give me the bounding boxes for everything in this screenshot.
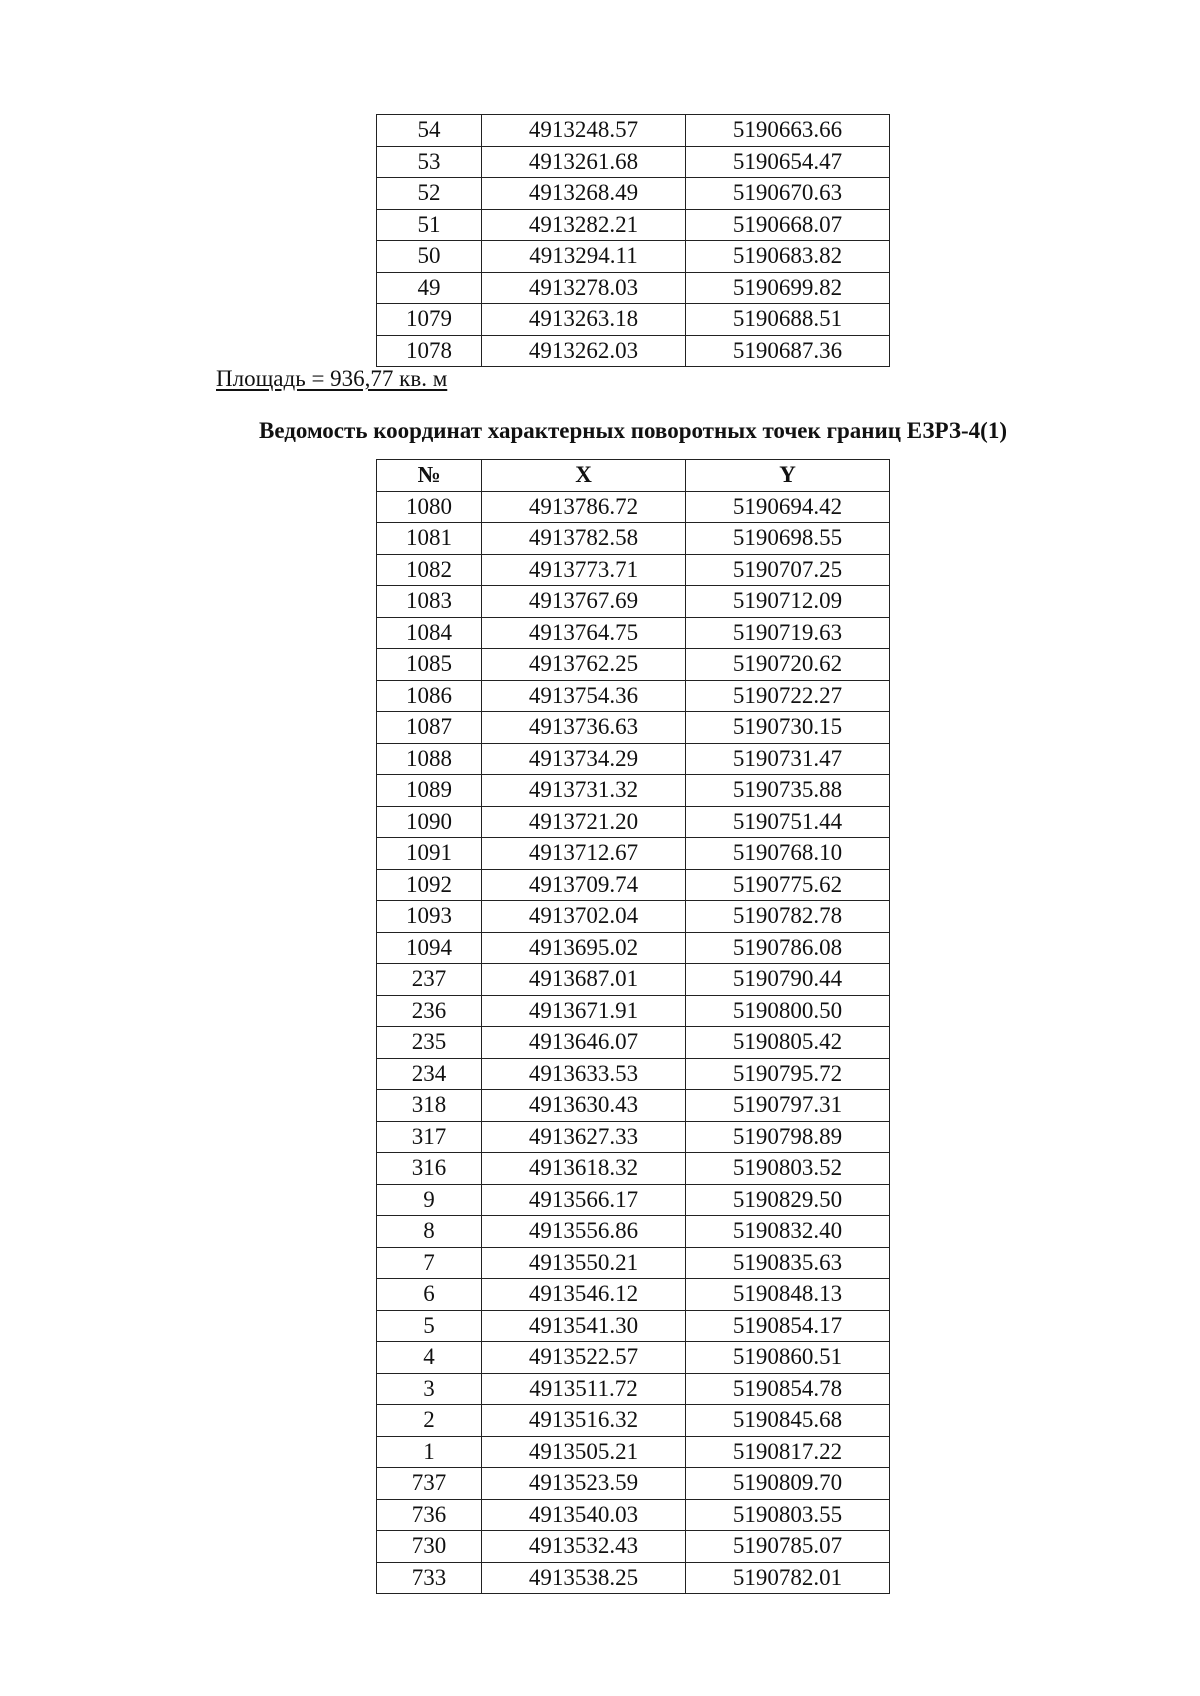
x-coordinate-cell: 4913522.57 <box>482 1342 686 1374</box>
y-coordinate-cell: 5190719.63 <box>686 617 890 649</box>
point-number-cell: 737 <box>377 1468 482 1500</box>
point-number-cell: 1088 <box>377 743 482 775</box>
table-row <box>377 743 890 775</box>
header-y: Y <box>686 460 890 492</box>
y-coordinate-cell: 5190835.63 <box>686 1247 890 1279</box>
table-row <box>377 1468 890 1500</box>
point-number-cell: 3 <box>377 1373 482 1405</box>
point-number-cell: 7 <box>377 1247 482 1279</box>
point-number-cell: 317 <box>377 1121 482 1153</box>
x-coordinate-cell: 4913630.43 <box>482 1090 686 1122</box>
y-coordinate-cell: 5190751.44 <box>686 806 890 838</box>
y-coordinate-cell: 5190803.52 <box>686 1153 890 1185</box>
table-row <box>377 1279 890 1311</box>
x-coordinate-cell: 4913282.21 <box>482 209 686 241</box>
x-coordinate-cell: 4913268.49 <box>482 178 686 210</box>
table-row <box>377 241 890 273</box>
y-coordinate-cell: 5190735.88 <box>686 775 890 807</box>
area-value: Площадь = 936,77 кв. м <box>216 366 448 391</box>
point-number-cell: 1081 <box>377 523 482 555</box>
y-coordinate-cell: 5190800.50 <box>686 995 890 1027</box>
x-coordinate-cell: 4913546.12 <box>482 1279 686 1311</box>
table-row <box>377 115 890 147</box>
point-number-cell: 1086 <box>377 680 482 712</box>
header-x: X <box>482 460 686 492</box>
x-coordinate-cell: 4913505.21 <box>482 1436 686 1468</box>
x-coordinate-cell: 4913687.01 <box>482 964 686 996</box>
table-body <box>377 491 890 1594</box>
y-coordinate-cell: 5190785.07 <box>686 1531 890 1563</box>
x-coordinate-cell: 4913764.75 <box>482 617 686 649</box>
y-coordinate-cell: 5190848.13 <box>686 1279 890 1311</box>
x-coordinate-cell: 4913754.36 <box>482 680 686 712</box>
y-coordinate-cell: 5190805.42 <box>686 1027 890 1059</box>
x-coordinate-cell: 4913566.17 <box>482 1184 686 1216</box>
y-coordinate-cell: 5190860.51 <box>686 1342 890 1374</box>
y-coordinate-cell: 5190782.01 <box>686 1562 890 1594</box>
table-row <box>377 304 890 336</box>
x-coordinate-cell: 4913294.11 <box>482 241 686 273</box>
x-coordinate-cell: 4913773.71 <box>482 554 686 586</box>
point-number-cell: 2 <box>377 1405 482 1437</box>
point-number-cell: 9 <box>377 1184 482 1216</box>
y-coordinate-cell: 5190730.15 <box>686 712 890 744</box>
y-coordinate-cell: 5190683.82 <box>686 241 890 273</box>
point-number-cell: 236 <box>377 995 482 1027</box>
table-row <box>377 838 890 870</box>
x-coordinate-cell: 4913538.25 <box>482 1562 686 1594</box>
y-coordinate-cell: 5190786.08 <box>686 932 890 964</box>
x-coordinate-cell: 4913786.72 <box>482 491 686 523</box>
y-coordinate-cell: 5190854.78 <box>686 1373 890 1405</box>
x-coordinate-cell: 4913695.02 <box>482 932 686 964</box>
coordinates-table <box>376 459 890 1594</box>
y-coordinate-cell: 5190668.07 <box>686 209 890 241</box>
point-number-cell: 234 <box>377 1058 482 1090</box>
table-row <box>377 1247 890 1279</box>
table-row <box>377 712 890 744</box>
table-row <box>377 806 890 838</box>
x-coordinate-cell: 4913263.18 <box>482 304 686 336</box>
y-coordinate-cell: 5190720.62 <box>686 649 890 681</box>
table-row <box>377 586 890 618</box>
point-number-cell: 1090 <box>377 806 482 838</box>
table-row <box>377 1342 890 1374</box>
x-coordinate-cell: 4913782.58 <box>482 523 686 555</box>
point-number-cell: 54 <box>377 115 482 147</box>
y-coordinate-cell: 5190829.50 <box>686 1184 890 1216</box>
x-coordinate-cell: 4913712.67 <box>482 838 686 870</box>
table-row <box>377 1436 890 1468</box>
y-coordinate-cell: 5190817.22 <box>686 1436 890 1468</box>
x-coordinate-cell: 4913721.20 <box>482 806 686 838</box>
point-number-cell: 5 <box>377 1310 482 1342</box>
point-number-cell: 1078 <box>377 335 482 367</box>
y-coordinate-cell: 5190687.36 <box>686 335 890 367</box>
y-coordinate-cell: 5190688.51 <box>686 304 890 336</box>
table-row <box>377 1373 890 1405</box>
table-row <box>377 1531 890 1563</box>
x-coordinate-cell: 4913523.59 <box>482 1468 686 1500</box>
x-coordinate-cell: 4913556.86 <box>482 1216 686 1248</box>
point-number-cell: 6 <box>377 1279 482 1311</box>
x-coordinate-cell: 4913541.30 <box>482 1310 686 1342</box>
x-coordinate-cell: 4913516.32 <box>482 1405 686 1437</box>
y-coordinate-cell: 5190797.31 <box>686 1090 890 1122</box>
table-row <box>377 209 890 241</box>
coordinates-table-continued <box>376 114 890 367</box>
y-coordinate-cell: 5190832.40 <box>686 1216 890 1248</box>
table-row <box>377 335 890 367</box>
x-coordinate-cell: 4913731.32 <box>482 775 686 807</box>
table-row <box>377 1153 890 1185</box>
x-coordinate-cell: 4913734.29 <box>482 743 686 775</box>
table-row <box>377 1310 890 1342</box>
table-row <box>377 178 890 210</box>
x-coordinate-cell: 4913278.03 <box>482 272 686 304</box>
table-row <box>377 617 890 649</box>
table-row <box>377 1121 890 1153</box>
y-coordinate-cell: 5190790.44 <box>686 964 890 996</box>
point-number-cell: 316 <box>377 1153 482 1185</box>
x-coordinate-cell: 4913671.91 <box>482 995 686 1027</box>
point-number-cell: 1 <box>377 1436 482 1468</box>
y-coordinate-cell: 5190707.25 <box>686 554 890 586</box>
point-number-cell: 1085 <box>377 649 482 681</box>
x-coordinate-cell: 4913762.25 <box>482 649 686 681</box>
table-row <box>377 869 890 901</box>
table-row <box>377 995 890 1027</box>
y-coordinate-cell: 5190782.78 <box>686 901 890 933</box>
y-coordinate-cell: 5190845.68 <box>686 1405 890 1437</box>
table-row <box>377 649 890 681</box>
point-number-cell: 736 <box>377 1499 482 1531</box>
table-row <box>377 1090 890 1122</box>
y-coordinate-cell: 5190670.63 <box>686 178 890 210</box>
x-coordinate-cell: 4913633.53 <box>482 1058 686 1090</box>
y-coordinate-cell: 5190722.27 <box>686 680 890 712</box>
table-row <box>377 1184 890 1216</box>
point-number-cell: 318 <box>377 1090 482 1122</box>
point-number-cell: 4 <box>377 1342 482 1374</box>
y-coordinate-cell: 5190775.62 <box>686 869 890 901</box>
section-title: Ведомость координат характерных поворотных точек границ ЕЗРЗ-4(1) <box>259 418 1007 443</box>
table-row <box>377 1562 890 1594</box>
table-row <box>377 901 890 933</box>
x-coordinate-cell: 4913550.21 <box>482 1247 686 1279</box>
table-row <box>377 554 890 586</box>
point-number-cell: 1092 <box>377 869 482 901</box>
point-number-cell: 1082 <box>377 554 482 586</box>
point-number-cell: 52 <box>377 178 482 210</box>
x-coordinate-cell: 4913646.07 <box>482 1027 686 1059</box>
table-row <box>377 491 890 523</box>
y-coordinate-cell: 5190731.47 <box>686 743 890 775</box>
table-row <box>377 775 890 807</box>
point-number-cell: 1087 <box>377 712 482 744</box>
table-row <box>377 932 890 964</box>
x-coordinate-cell: 4913511.72 <box>482 1373 686 1405</box>
point-number-cell: 1080 <box>377 491 482 523</box>
x-coordinate-cell: 4913618.32 <box>482 1153 686 1185</box>
header-number: № <box>377 460 482 492</box>
y-coordinate-cell: 5190694.42 <box>686 491 890 523</box>
table-row <box>377 1405 890 1437</box>
table-row <box>377 1027 890 1059</box>
x-coordinate-cell: 4913540.03 <box>482 1499 686 1531</box>
y-coordinate-cell: 5190809.70 <box>686 1468 890 1500</box>
x-coordinate-cell: 4913709.74 <box>482 869 686 901</box>
point-number-cell: 1083 <box>377 586 482 618</box>
y-coordinate-cell: 5190663.66 <box>686 115 890 147</box>
x-coordinate-cell: 4913627.33 <box>482 1121 686 1153</box>
table-row <box>377 523 890 555</box>
point-number-cell: 1094 <box>377 932 482 964</box>
y-coordinate-cell: 5190795.72 <box>686 1058 890 1090</box>
table-row <box>377 964 890 996</box>
x-coordinate-cell: 4913736.63 <box>482 712 686 744</box>
table-row <box>377 146 890 178</box>
point-number-cell: 237 <box>377 964 482 996</box>
x-coordinate-cell: 4913248.57 <box>482 115 686 147</box>
table-header-row <box>377 460 890 492</box>
point-number-cell: 730 <box>377 1531 482 1563</box>
point-number-cell: 49 <box>377 272 482 304</box>
point-number-cell: 1093 <box>377 901 482 933</box>
table-row <box>377 1058 890 1090</box>
point-number-cell: 8 <box>377 1216 482 1248</box>
y-coordinate-cell: 5190699.82 <box>686 272 890 304</box>
y-coordinate-cell: 5190654.47 <box>686 146 890 178</box>
y-coordinate-cell: 5190768.10 <box>686 838 890 870</box>
y-coordinate-cell: 5190698.55 <box>686 523 890 555</box>
y-coordinate-cell: 5190712.09 <box>686 586 890 618</box>
y-coordinate-cell: 5190803.55 <box>686 1499 890 1531</box>
x-coordinate-cell: 4913767.69 <box>482 586 686 618</box>
point-number-cell: 53 <box>377 146 482 178</box>
point-number-cell: 51 <box>377 209 482 241</box>
y-coordinate-cell: 5190854.17 <box>686 1310 890 1342</box>
point-number-cell: 1091 <box>377 838 482 870</box>
x-coordinate-cell: 4913262.03 <box>482 335 686 367</box>
point-number-cell: 1089 <box>377 775 482 807</box>
x-coordinate-cell: 4913261.68 <box>482 146 686 178</box>
x-coordinate-cell: 4913702.04 <box>482 901 686 933</box>
table-row <box>377 1216 890 1248</box>
table-row <box>377 272 890 304</box>
table-row <box>377 680 890 712</box>
table-row <box>377 1499 890 1531</box>
point-number-cell: 50 <box>377 241 482 273</box>
table-body <box>377 115 890 367</box>
point-number-cell: 1079 <box>377 304 482 336</box>
y-coordinate-cell: 5190798.89 <box>686 1121 890 1153</box>
point-number-cell: 733 <box>377 1562 482 1594</box>
x-coordinate-cell: 4913532.43 <box>482 1531 686 1563</box>
point-number-cell: 235 <box>377 1027 482 1059</box>
point-number-cell: 1084 <box>377 617 482 649</box>
